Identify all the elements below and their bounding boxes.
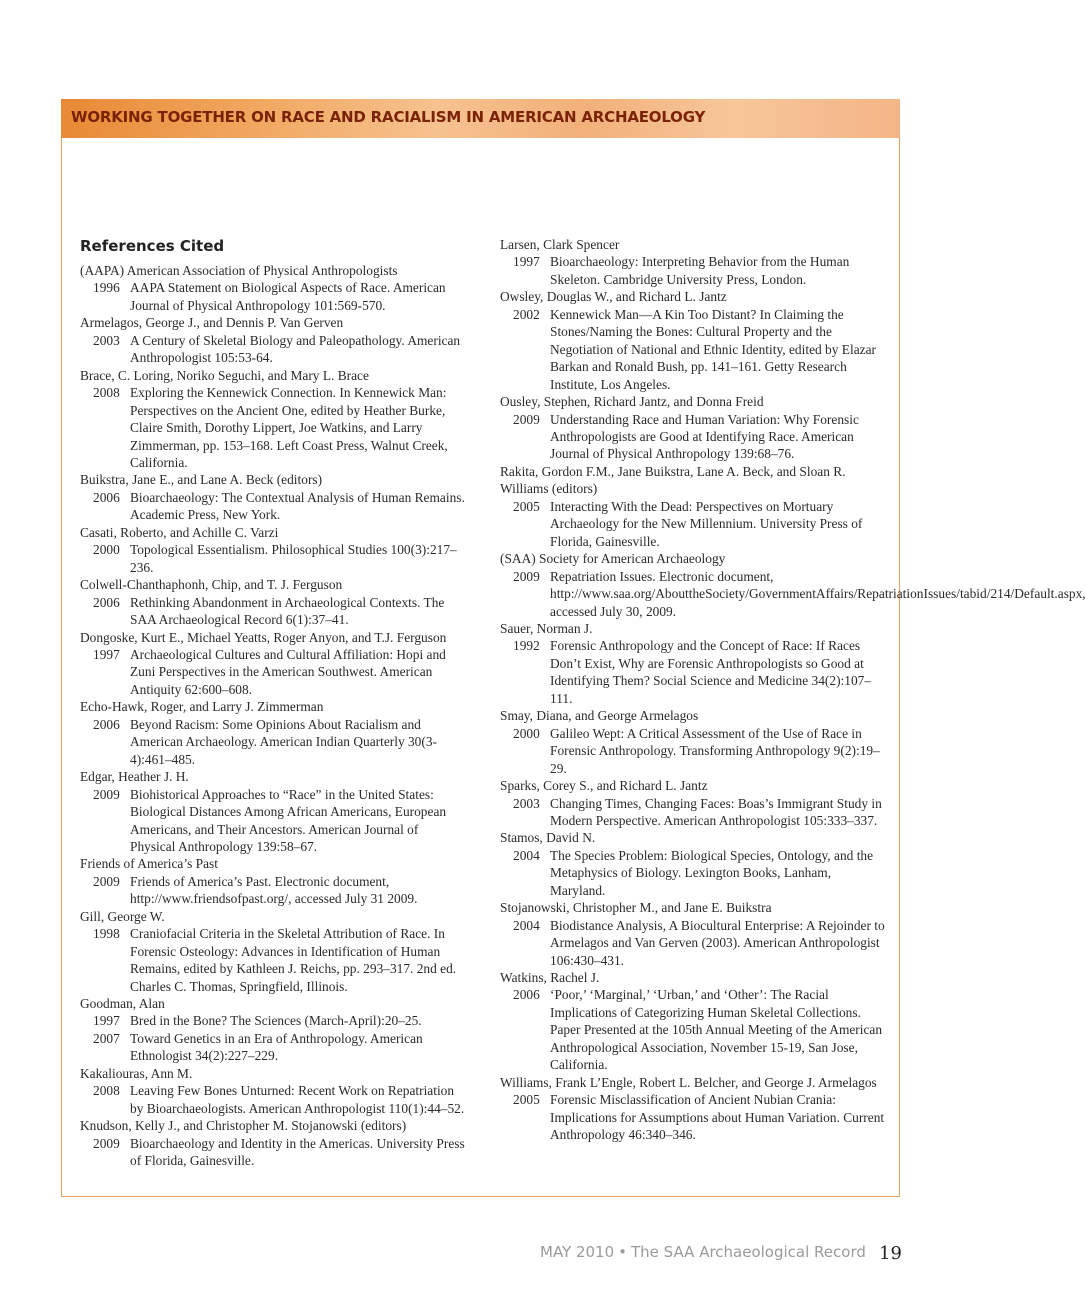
- reference-year: 2006: [93, 594, 120, 610]
- reference-author: Goodman, Alan: [80, 996, 165, 1012]
- reference-author: Knudson, Kelly J., and Christopher M. Stojanowski (editors): [80, 1118, 407, 1134]
- reference-author: Echo-Hawk, Roger, and Larry J. Zimmerman: [80, 699, 324, 715]
- reference-author: Rakita, Gordon F.M., Jane Buikstra, Lane A. Beck, and Sloan R. Williams (editors): [500, 463, 846, 497]
- reference-entry: [80, 332, 465, 367]
- reference-year: 2005: [513, 498, 540, 514]
- reference-author: Armelagos, George J., and Dennis P. Van Gerven: [80, 315, 344, 331]
- reference-author: (AAPA) American Association of Physical Anthropologists: [80, 263, 398, 278]
- reference-author: Buikstra, Jane E., and Lane A. Beck (editors): [80, 472, 323, 488]
- reference-year: 1997: [513, 254, 540, 270]
- reference-text: Biodistance Analysis, A Biocultural Enterprise: A Rejoinder to Armelagos and Van Gerven (2003). American Anthropologist 106:430–431.: [550, 917, 885, 968]
- reference-year: 1997: [93, 1013, 120, 1029]
- section-heading: References Cited: [80, 237, 225, 255]
- page-number: 19: [879, 1243, 902, 1264]
- reference-text: Beyond Racism: Some Opinions About Racialism and American Archaeology. American Indian Quarterly 30(3-4):461–485.: [130, 716, 437, 767]
- reference-author: (SAA) Society for American Archaeology: [500, 551, 726, 567]
- reference-text: AAPA Statement on Biological Aspects of Race. American Journal of Physical Anthropology 101:569-570.: [130, 280, 446, 313]
- reference-entry: [80, 646, 465, 698]
- section-banner: [61, 99, 900, 138]
- reference-year: 2004: [513, 917, 540, 933]
- reference-entry: [80, 279, 465, 314]
- reference-year: 2009: [513, 411, 540, 427]
- reference-text: A Century of Skeletal Biology and Paleopathology. American Anthropologist 105:53-64.: [130, 332, 461, 366]
- reference-text: Friends of America’s Past. Electronic document, http://www.friendsofpast.org/, accessed July 31 2009.: [130, 873, 418, 907]
- reference-text: The Species Problem: Biological Species, Ontology, and the Metaphysics of Biology. Lexington Books, Lanham, Maryland.: [550, 847, 874, 898]
- reference-entry: [80, 716, 465, 768]
- reference-year: 2008: [93, 1083, 120, 1099]
- reference-text: Leaving Few Bones Unturned: Recent Work on Repatriation by Bioarchaeologists. American Anthropologist 110(1):44–52.: [130, 1083, 465, 1116]
- reference-year: 2009: [513, 568, 540, 584]
- reference-author: Dongoske, Kurt E., Michael Yeatts, Roger Anyon, and T.J. Ferguson: [80, 629, 447, 645]
- reference-author: Kakaliouras, Ann M.: [80, 1065, 193, 1081]
- reference-author: Williams, Frank L’Engle, Robert L. Belcher, and George J. Armelagos: [500, 1074, 877, 1090]
- banner-title: WORKING TOGETHER ON RACE AND RACIALISM IN AMERICAN ARCHAEOLOGY: [71, 108, 706, 126]
- reference-text: Bioarchaeology: Interpreting Behavior from the Human Skeleton. Cambridge University Press, London.: [550, 254, 850, 287]
- reference-entry: [500, 498, 885, 550]
- reference-entry: [80, 1012, 465, 1029]
- reference-entry: [500, 847, 885, 899]
- reference-entry: [80, 873, 465, 908]
- reference-text: Bioarchaeology: The Contextual Analysis of Human Remains. Academic Press, New York.: [130, 489, 465, 523]
- reference-year: 2008: [93, 385, 120, 401]
- reference-entry: [500, 725, 885, 777]
- reference-text: Archaeological Cultures and Cultural Affiliation: Hopi and Zuni Perspectives in the American Southwest. American Antiquity 62:600–608.: [130, 646, 446, 697]
- footer-publication: The SAA Archaeological Record: [631, 1243, 866, 1261]
- reference-year: 2005: [513, 1092, 540, 1108]
- reference-text: Changing Times, Changing Faces: Boas’s Immigrant Study in Modern Perspective. American Anthropologist 105:333–337.: [550, 795, 882, 828]
- reference-year: 2003: [513, 795, 540, 811]
- reference-author: Edgar, Heather J. H.: [80, 769, 189, 785]
- reference-author: Stamos, David N.: [500, 830, 596, 846]
- reference-entry: [500, 1091, 885, 1143]
- reference-year: 2000: [93, 542, 120, 558]
- reference-year: 1996: [93, 280, 120, 296]
- footer-date: MAY 2010: [540, 1243, 615, 1261]
- reference-year: 2006: [93, 489, 120, 505]
- reference-entry: [500, 637, 885, 707]
- reference-year: 1997: [93, 646, 120, 662]
- reference-text: Rethinking Abandonment in Archaeological Contexts. The SAA Archaeological Record 6(1):37–41.: [130, 594, 445, 628]
- reference-text: Biohistorical Approaches to “Race” in the United States: Biological Distances Among African Americans, European Americans, and Their Ancestors. American Journal of Physical Anthropology 139:58–67.: [130, 786, 447, 854]
- reference-text: Kennewick Man—A Kin Too Distant? In Claiming the Stones/Naming the Bones: Cultural Property and the Negotiation of National and Ethnic Identity, edited by Elazar Barkan and Ronald Bush, pp. 141–161. Getty Research Institute, Los Angeles.: [550, 306, 876, 392]
- reference-list-left: [80, 262, 465, 1170]
- reference-author: Larsen, Clark Spencer: [500, 237, 620, 252]
- reference-entry: [80, 541, 465, 576]
- reference-entry: [500, 568, 1086, 620]
- reference-entry: [80, 786, 465, 856]
- reference-text: Repatriation Issues. Electronic document, http://www.saa.org/AbouttheSociety/GovernmentAffairs/RepatriationIssues/tabid/214/Default.aspx, accessed July 30, 2009.: [550, 568, 1086, 619]
- reference-entry: [500, 917, 885, 969]
- reference-author: Owsley, Douglas W., and Richard L. Jantz: [500, 289, 727, 305]
- reference-author: Smay, Diana, and George Armelagos: [500, 708, 699, 724]
- reference-text: Understanding Race and Human Variation: Why Forensic Anthropologists are Good at Identifying Race. American Journal of Physical Anthropology 139:68–76.: [550, 411, 859, 462]
- reference-text: Exploring the Kennewick Connection. In Kennewick Man: Perspectives on the Ancient One, edited by Heather Burke, Claire Smith, Dorothy Lippert, Joe Watkins, and Larry Zimmerman, pp. 153–168. Left Coast Press, Walnut Creek, California.: [130, 385, 448, 470]
- reference-year: 2003: [93, 332, 120, 348]
- reference-year: 2000: [513, 725, 540, 741]
- reference-year: 2009: [93, 1135, 120, 1151]
- reference-text: Toward Genetics in an Era of Anthropology. American Ethnologist 34(2):227–229.: [130, 1030, 423, 1064]
- reference-entry: [80, 384, 465, 471]
- reference-entry: [500, 306, 885, 393]
- reference-text: Galileo Wept: A Critical Assessment of the Use of Race in Forensic Anthropology. Transforming Anthropology 9(2):19–29.: [550, 725, 880, 776]
- reference-year: 2006: [93, 716, 120, 732]
- reference-author: Stojanowski, Christopher M., and Jane E. Buikstra: [500, 900, 772, 916]
- reference-text: Craniofacial Criteria in the Skeletal Attribution of Race. In Forensic Osteology: Advances in Identification of Human Remains, edited by Kathleen J. Reichs, pp. 293–317. 2nd ed. Charles C. Thomas, Springfield, Illinois.: [130, 926, 457, 994]
- reference-year: 2009: [93, 786, 120, 802]
- page-footer: [540, 1243, 866, 1261]
- reference-author: Ousley, Stephen, Richard Jantz, and Donna Freid: [500, 394, 764, 410]
- reference-entry: [80, 594, 465, 629]
- references-left-column: [80, 236, 465, 1170]
- reference-author: Sparks, Corey S., and Richard L. Jantz: [500, 778, 708, 794]
- reference-text: Forensic Anthropology and the Concept of Race: If Races Don’t Exist, Why are Forensic Anthropologists so Good at Identifying Them? Social Science and Medicine 34(2):107–111.: [550, 638, 872, 706]
- reference-author: Casati, Roberto, and Achille C. Varzi: [80, 524, 279, 540]
- reference-year: 1998: [93, 926, 120, 942]
- reference-year: 2007: [93, 1030, 120, 1046]
- footer-separator: •: [618, 1243, 628, 1261]
- reference-entry: [500, 411, 885, 463]
- references-right-column: [500, 236, 1086, 1144]
- reference-entry: [500, 795, 885, 830]
- reference-author: Sauer, Norman J.: [500, 620, 593, 636]
- reference-entry: [80, 1082, 465, 1117]
- reference-text: Topological Essentialism. Philosophical Studies 100(3):217–236.: [130, 542, 457, 575]
- reference-entry: [80, 1135, 465, 1170]
- reference-entry: [80, 489, 465, 524]
- reference-year: 2009: [93, 873, 120, 889]
- reference-year: 2004: [513, 847, 540, 863]
- reference-text: Bred in the Bone? The Sciences (March-April):20–25.: [130, 1013, 422, 1029]
- reference-entry: [80, 1030, 465, 1065]
- reference-author: Watkins, Rachel J.: [500, 970, 600, 986]
- reference-author: Colwell-Chanthaphonh, Chip, and T. J. Ferguson: [80, 577, 343, 593]
- reference-text: Interacting With the Dead: Perspectives on Mortuary Archaeology for the New Millennium. University Press of Florida, Gainesville.: [550, 498, 863, 549]
- reference-text: ‘Poor,’ ‘Marginal,’ ‘Urban,’ and ‘Other’: The Racial Implications of Categorizing Human Skeletal Collections. Paper Presented at the 105th Annual Meeting of the American Anthropological Association, November 15-19, San Jose, California.: [550, 987, 883, 1073]
- reference-entry: [80, 925, 465, 995]
- reference-entry: [500, 986, 885, 1073]
- reference-author: Brace, C. Loring, Noriko Seguchi, and Mary L. Brace: [80, 367, 369, 383]
- reference-year: 2006: [513, 987, 540, 1003]
- reference-author: Friends of America’s Past: [80, 856, 218, 872]
- reference-text: Forensic Misclassification of Ancient Nubian Crania: Implications for Assumptions about Human Variation. Current Anthropology 46:340–346.: [550, 1092, 885, 1143]
- reference-year: 1992: [513, 638, 540, 654]
- reference-list-right: [500, 236, 1086, 1144]
- reference-year: 2002: [513, 306, 540, 322]
- reference-text: Bioarchaeology and Identity in the Americas. University Press of Florida, Gainesville.: [130, 1135, 465, 1169]
- reference-entry: [500, 253, 885, 288]
- reference-author: Gill, George W.: [80, 908, 165, 924]
